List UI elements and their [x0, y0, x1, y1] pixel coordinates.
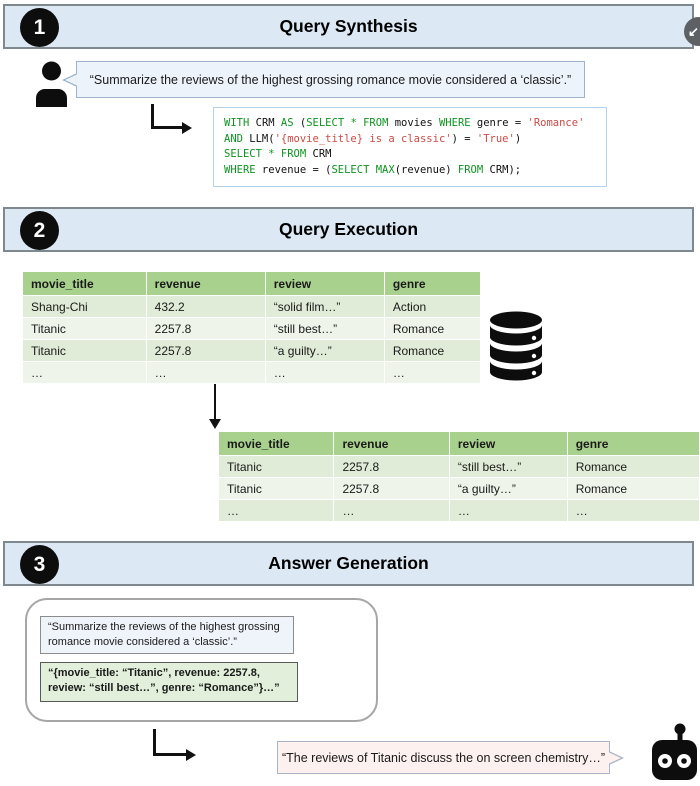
sql-token: SELECT * FROM: [224, 148, 307, 160]
table-row: [219, 478, 700, 500]
table-row: [23, 340, 481, 362]
user-query-text: “Summarize the reviews of the highest grossing romance movie considered a ‘classic’.”: [89, 72, 572, 87]
sql-token: CRM: [306, 148, 332, 160]
table-cell: 2257.8: [334, 456, 449, 478]
table-cell: Titanic: [219, 478, 334, 500]
user-query-bubble: [76, 61, 585, 98]
table-header-cell: revenue: [146, 272, 265, 296]
section-3-title: Answer Generation: [268, 553, 429, 573]
prompt-query-text: “Summarize the reviews of the highest grossing romance movie considered a ‘classic’.”: [48, 621, 280, 648]
table-cell: Romance: [567, 478, 699, 500]
sql-token: 'Romance': [527, 117, 585, 129]
sql-token: FROM: [457, 163, 484, 176]
sql-code-line: [224, 116, 596, 132]
sql-token: AND: [224, 132, 243, 145]
table-header-cell: genre: [384, 272, 480, 296]
database-icon: [489, 311, 543, 382]
table-cell: Romance: [384, 340, 480, 362]
sql-token: SELECT * FROM: [306, 117, 389, 129]
table-header-row: [23, 272, 481, 296]
table-cell: 2257.8: [146, 318, 265, 340]
step-2-badge: 2: [20, 211, 59, 250]
table-header-row: [219, 432, 700, 456]
table-row: [23, 318, 481, 340]
sql-token: (revenue): [394, 163, 458, 176]
table-cell: “a guilty…”: [265, 340, 384, 362]
section-1-header-bar: [3, 4, 694, 49]
sql-code-line: [224, 132, 596, 148]
table-cell: …: [567, 500, 699, 522]
table-cell: 2257.8: [146, 340, 265, 362]
table-row: [219, 500, 700, 522]
answer-text: “The reviews of Titanic discuss the on screen chemistry…”: [281, 750, 606, 765]
table-header-cell: review: [449, 432, 567, 456]
sql-token: '{movie_title} is a classic': [274, 132, 452, 145]
table-cell: Titanic: [23, 318, 147, 340]
section-1-title: Query Synthesis: [279, 16, 418, 36]
table-cell: …: [23, 362, 147, 384]
table-cell: Shang-Chi: [23, 296, 147, 318]
table-header-cell: movie_title: [23, 272, 147, 296]
arrow-to-answer: [153, 729, 186, 756]
robot-icon: [651, 723, 698, 781]
table-cell: Titanic: [23, 340, 147, 362]
table-header-cell: movie_title: [219, 432, 334, 456]
table-cell: “still best…”: [449, 456, 567, 478]
table-cell: Titanic: [219, 456, 334, 478]
sql-token: AS: [280, 117, 294, 129]
sql-code-line: [224, 147, 596, 163]
prompt-data-box: [40, 662, 298, 702]
sql-token: revenue = (: [255, 163, 332, 176]
answer-bubble: [277, 741, 610, 774]
arrow-to-sql: [151, 104, 182, 129]
prompt-data-text: “{movie_title: “Titanic”, revenue: 2257.8, review: “still best…”, genre: “Romance”}…”: [48, 667, 280, 694]
sql-code-line: [224, 163, 596, 179]
table-cell: Romance: [384, 318, 480, 340]
sql-token: (: [293, 117, 307, 129]
table-row: [23, 362, 481, 384]
sql-token: genre =: [470, 117, 528, 129]
result-table: [218, 431, 700, 522]
sql-code-box: [213, 107, 607, 187]
sql-token: 'True': [476, 132, 515, 145]
table-cell: …: [219, 500, 334, 522]
table-cell: “a guilty…”: [449, 478, 567, 500]
table-cell: …: [265, 362, 384, 384]
sql-token: CRM);: [483, 163, 522, 176]
section-2-title: Query Execution: [278, 219, 419, 239]
table-cell: …: [384, 362, 480, 384]
expand-arrow-icon: ↙: [688, 24, 699, 39]
table-cell: …: [449, 500, 567, 522]
table-cell: 432.2: [146, 296, 265, 318]
table-cell: “solid film…”: [265, 296, 384, 318]
sql-token: SELECT MAX: [331, 163, 395, 176]
table-header-cell: genre: [567, 432, 699, 456]
section-3-header-bar: [3, 541, 694, 586]
section-2-header-bar: [3, 207, 694, 252]
table-row: [219, 456, 700, 478]
step-3-badge: 3: [20, 545, 59, 584]
table-row: [23, 296, 481, 318]
table-header-cell: review: [265, 272, 384, 296]
table-cell: 2257.8: [334, 478, 449, 500]
sql-token: WITH: [224, 117, 250, 129]
sql-token: WHERE: [224, 163, 256, 176]
source-table: [22, 271, 481, 384]
table-cell: Action: [384, 296, 480, 318]
table-cell: Romance: [567, 456, 699, 478]
table-cell: “still best…”: [265, 318, 384, 340]
sql-token: ) =: [451, 132, 477, 145]
sql-token: LLM(: [242, 132, 275, 145]
sql-token: WHERE: [438, 117, 471, 129]
table-cell: …: [334, 500, 449, 522]
step-1-badge: 1: [20, 8, 59, 47]
prompt-query-box: [40, 616, 294, 654]
table-header-cell: revenue: [334, 432, 449, 456]
table-cell: …: [146, 362, 265, 384]
sql-token: CRM: [249, 117, 281, 129]
arrow-to-result-table: [214, 384, 216, 420]
llm-prompt-container: [25, 598, 378, 722]
sql-token: ): [514, 132, 522, 145]
sql-token: movies: [388, 117, 439, 129]
